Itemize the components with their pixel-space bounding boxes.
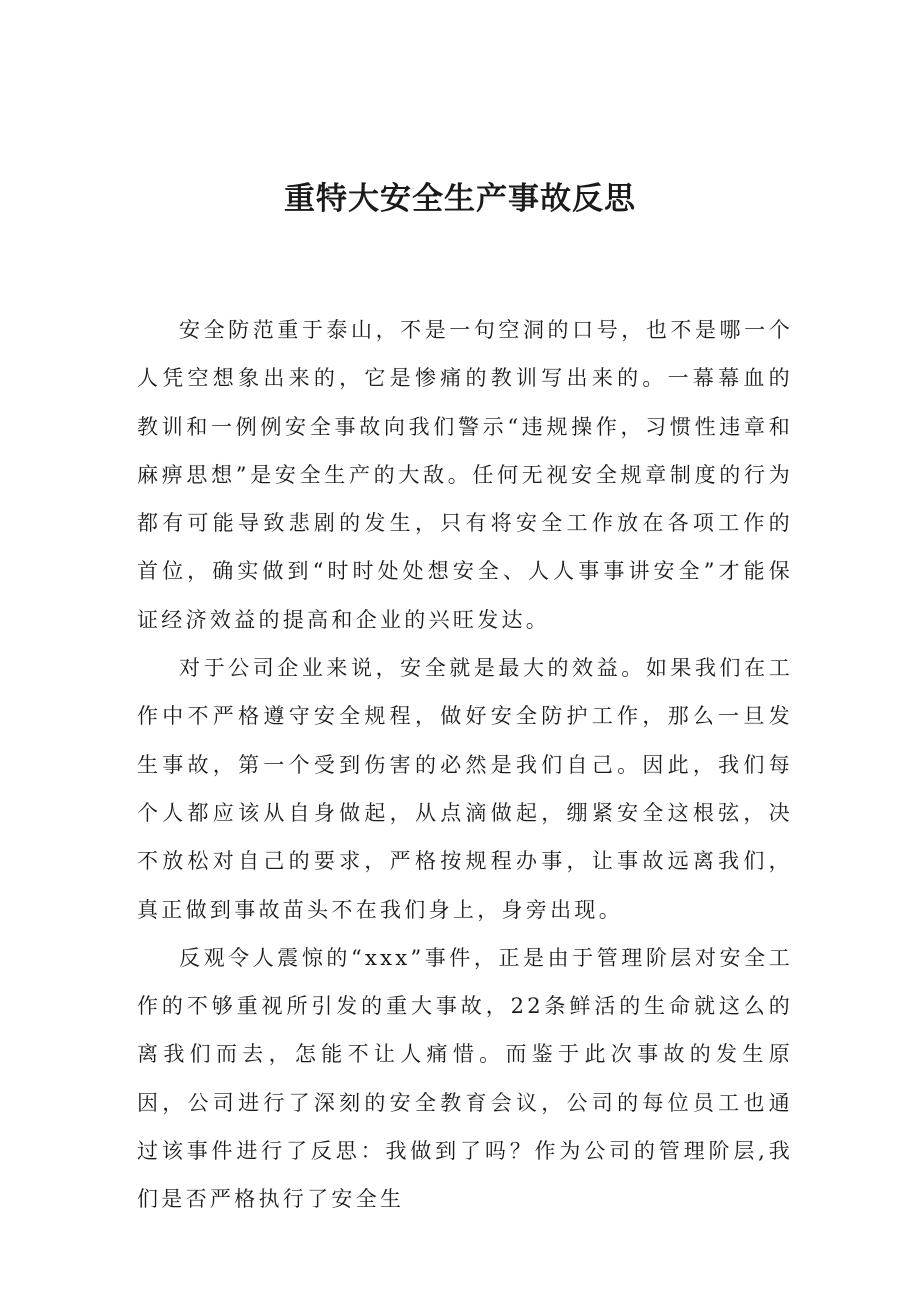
paragraph-1: 安全防范重于泰山，不是一句空洞的口号，也不是哪一个人凭空想象出来的，它是惨痛的教训写出来的。一幕幕血的教训和一例例安全事故向我们警示“违规操作，习惯性违章和麻痹思想”是安全生产的大敌。任何无视安全规章制度的行为都有可能导致悲剧的发生，只有将安全工作放在各项工作的首位，确实做到“时时处处想安全、人人事事讲安全”才能保证经济效益的提高和企业的兴旺发达。	[137, 318, 793, 632]
document-title: 重特大安全生产事故反思	[284, 181, 636, 217]
document-body	[137, 306, 793, 1224]
paragraph-2: 对于公司企业来说，安全就是最大的效益。如果我们在工作中不严格遵守安全规程，做好安全防护工作，那么一旦发生事故，第一个受到伤害的必然是我们自己。因此，我们每个人都应该从自身做起，从点滴做起，绷紧安全这根弦，决不放松对自己的要求，严格按规程办事，让事故远离我们，真正做到事故苗头不在我们身上，身旁出现。	[137, 656, 793, 922]
paragraph-3: 反观令人震惊的“xxx”事件，正是由于管理阶层对安全工作的不够重视所引发的重大事故，22条鲜活的生命就这么的离我们而去，怎能不让人痛惜。而鉴于此次事故的发生原因，公司进行了深刻的安全教育会议，公司的每位员工也通过该事件进行了反思：我做到了吗？作为公司的管理阶层,我们是否严格执行了安全生	[137, 945, 793, 1212]
